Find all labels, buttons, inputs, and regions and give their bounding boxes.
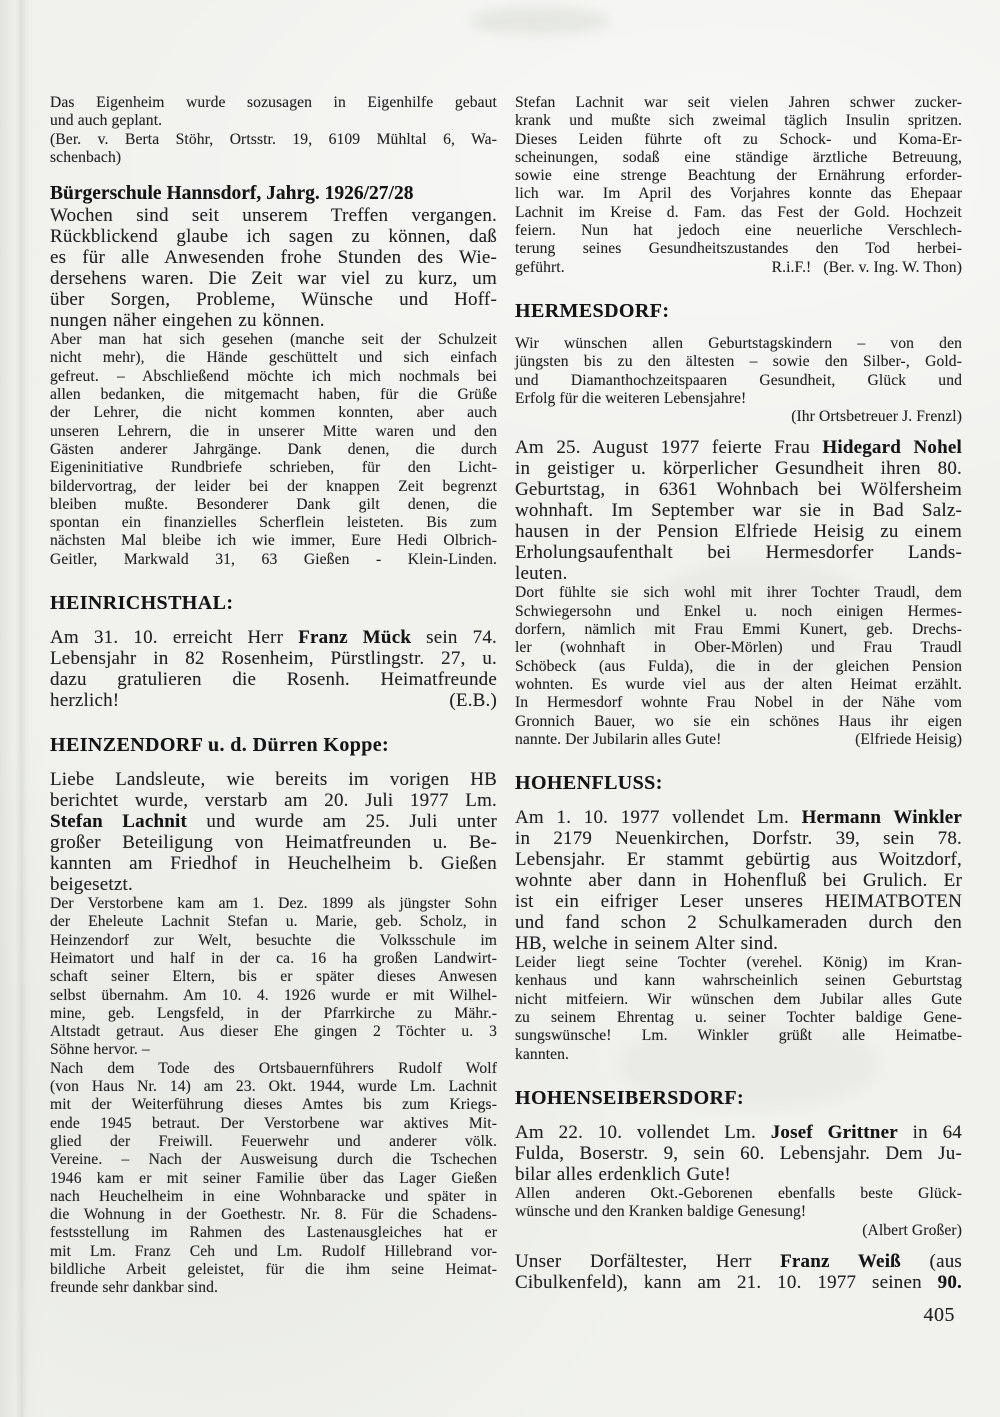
text-line: HB, welche in seinem Alter sind. <box>515 933 779 955</box>
text-line: feiern. Nun hat jedoch eine neuerliche Verschlech- <box>515 222 962 240</box>
paragraph-franz-weiss <box>515 1251 962 1293</box>
paragraph-franz-mueck <box>50 627 497 711</box>
text-line: Leider liegt seine Tochter (verehel. König) im Kran- <box>515 954 962 972</box>
paragraph-geburtstagswuensche <box>515 335 962 426</box>
text-line: freunde sehr dankbar sind. <box>50 1279 219 1297</box>
text-line: Dort fühlte sie sich wohl mit ihrer Tochter Traudl, dem <box>515 584 962 602</box>
text-line: zu seinem Ehrentag u. seiner Tochter baldige Gene- <box>515 1009 962 1027</box>
heading-heinzendorf <box>50 734 497 756</box>
text-line: der Eheleute Lachnit Stefan u. Marie, geb. Scholz, in <box>50 913 497 931</box>
text-line: selbst übernahm. Am 10. 4. 1926 wurde er mit Wilhel- <box>50 986 497 1004</box>
text-line: hausen in der Pension Elfriede Heisig zu einem <box>515 521 962 543</box>
text-line: Wochen sind seit unserem Treffen vergangen. <box>50 205 497 227</box>
text-line: Am 25. August 1977 feierte Frau Hidegard Nohel <box>515 437 962 459</box>
text-line: HEINZENDORF u. d. Dürren Koppe: <box>50 734 390 757</box>
paragraph-treffen <box>50 205 497 331</box>
text-line: scheinungen, sodaß eine ständige ärztliche Betreuung, <box>515 148 962 166</box>
paragraph-lachnit-biography <box>50 895 497 1060</box>
text-line: in 2179 Neuenkirchen, Dorfstr. 39, sein 78. <box>515 828 962 850</box>
text-line: HOHENSEIBERSDORF: <box>515 1086 745 1109</box>
text-line: Lebensjahr in 82 Rosenheim, Pürstlingstr. 27, u. <box>50 648 497 670</box>
heading-hohenfluss <box>515 772 962 794</box>
paragraph-hidegard-nohel <box>515 437 962 584</box>
paragraph-dank <box>50 331 497 569</box>
paragraph-lachnit-illness <box>515 94 962 277</box>
text-line: Geburtstag, in 6361 Wohnbach bei Wölfersheim <box>515 479 962 501</box>
paragraph-nohel-pension <box>515 584 962 749</box>
paragraph-hermann-winkler <box>515 807 962 954</box>
text-line: jüngsten bis zu den ältesten – sowie den Silber-, Gold- <box>515 353 962 371</box>
heading-hermesdorf <box>515 300 962 322</box>
text-line: krank und mußte sich zweimal täglich Insulin spritzen. <box>515 112 962 130</box>
text-line: kannten. <box>515 1045 570 1063</box>
heading-buergerschule-hannsdorf <box>50 183 497 205</box>
text-line: es für alle Anwesenden frohe Stunden des Wie- <box>50 247 497 269</box>
text-line: und auch geplant. <box>50 112 163 130</box>
heading-hohenseibersdorf <box>515 1087 962 1109</box>
text-line: Eigeninitiative Rundbriefe schrieben, für den Licht- <box>50 459 497 477</box>
text-line: mit der Weiterführung dieses Amtes bis zum Kriegs- <box>50 1096 497 1114</box>
two-column-text-area <box>50 94 962 1298</box>
text-line: (Ber. v. Berta Stöhr, Ortsstr. 19, 6109 Mühltal 6, Wa- <box>50 130 497 148</box>
text-line: dorfern, nämlich mit Frau Emmi Kunert, geb. Drechs- <box>515 621 962 639</box>
text-line: glied der Freiwill. Feuerwehr und anderer völk. <box>50 1132 497 1150</box>
text-line: kenhaus und kann wahrscheinlich seinen Geburtstag <box>515 972 962 990</box>
text-line: bleiben mußte. Besonderer Dank gilt denen, die <box>50 495 497 513</box>
text-line: wünsche und den Kranken baldige Genesung! <box>515 1203 807 1221</box>
text-line: sowie eine strenge Beachtung der Ernährung erforder- <box>515 167 962 185</box>
text-line: berichtet wurde, verstarb am 20. Juli 1977 Lm. <box>50 790 497 812</box>
text-line: Der Verstorbene kam am 1. Dez. 1899 als jüngster Sohn <box>50 895 497 913</box>
text-line: ist ein eifriger Leser unseres HEIMATBOTEN <box>515 891 962 913</box>
text-line: Vereine. – Nach der Ausweisung durch die Tschechen <box>50 1151 497 1169</box>
paragraph-josef-grittner <box>515 1122 962 1185</box>
text-line: Am 22. 10. vollendet Lm. Josef Grittner in 64 <box>515 1121 962 1143</box>
text-line: nächsten Mal bleibe ich wie immer, Eure Hedi Olbrich- <box>50 532 497 550</box>
text-line: terung seines Gesundheitszustandes den Tod herbei- <box>515 240 962 258</box>
text-line: Bürgerschule Hannsdorf, Jahrg. 1926/27/28 <box>50 183 414 205</box>
text-line: 1946 kam er mit seiner Familie über das Lager Gießen <box>50 1169 497 1187</box>
text-line: Heimatort und half in der ca. 16 ha großen Landwirt- <box>50 949 497 967</box>
text-line: beigesetzt. <box>50 874 133 896</box>
heading-heinrichsthal <box>50 592 497 614</box>
text-line: HERMESDORF: <box>515 299 670 322</box>
text-line: Lebensjahr. Er stammt gebürtig aus Woitzdorf, <box>515 849 962 871</box>
text-line: sungswünsche! Lm. Winkler grüßt alle Heimatbe- <box>515 1027 962 1045</box>
text-line: nach Heuchelheim in eine Wohnbaracke und später in <box>50 1187 497 1205</box>
text-line: In Hermesdorf wohnte Frau Nobel in der Nähe vom <box>515 694 962 712</box>
text-line: wohnte aber dann in Hohenfluß bei Grulich. Er <box>515 870 962 892</box>
text-line: nicht mehr), die Hände geschüttelt und sich einfach <box>50 349 497 367</box>
text-line: Allen anderen Okt.-Geborenen ebenfalls beste Glück- <box>515 1184 962 1202</box>
text-line: Unser Dorfältester, Herr Franz Weiß (aus <box>515 1250 962 1272</box>
text-line: schenbach) <box>50 148 122 166</box>
text-line: Schwiegersohn und Enkel u. noch einigen Hermes- <box>515 602 962 620</box>
text-line: mit Lm. Franz Ceh und Lm. Rudolf Hillebrand vor- <box>50 1242 497 1260</box>
text-line: schaft seiner Eltern, bis er später dieses Anwesen <box>50 968 497 986</box>
paragraph-winkler-tochter <box>515 954 962 1064</box>
text-line: Am 1. 10. 1977 vollendet Lm. Hermann Winkler <box>515 807 962 829</box>
text-line: Altstadt getraut. Aus dieser Ehe gingen 2 Töchter u. 3 <box>50 1023 497 1041</box>
left-column <box>50 94 497 1298</box>
paragraph-lachnit-postwar <box>50 1060 497 1298</box>
text-line: Heinzendorf zur Welt, besuchte die Volksschule im <box>50 931 497 949</box>
text-line: Liebe Landsleute, wie bereits im vorigen HB <box>50 769 497 791</box>
paragraph-stefan-lachnit-obituary <box>50 769 497 895</box>
text-line: nungen näher eingehen zu können. <box>50 310 325 332</box>
text-line: Stefan Lachnit war seit vielen Jahren schwer zucker- <box>515 94 962 111</box>
text-line: Gronnich Bauer, wo sie ein schönes Haus ihr eigen <box>515 712 962 730</box>
text-line: ler (wohnhaft in Ober-Mörlen) und Frau Traudl <box>515 639 962 657</box>
text-line: allen bedanken, die mitgemacht haben, für die Grüße <box>50 386 497 404</box>
text-line: Dieses Leiden führte oft zu Schock- und Koma-Er- <box>515 130 962 148</box>
page-number: 405 <box>923 1304 955 1326</box>
text-line: und Diamanthochzeitspaaren Gesundheit, Glück und <box>515 371 962 389</box>
text-line: bilar alles erdenklich Gute! <box>515 1163 731 1185</box>
text-line: spontan ein finanzielles Scherflein leisteten. Bis zum <box>50 514 497 532</box>
text-line: der Lehrer, die nicht kommen konnten, aber auch <box>50 404 497 422</box>
text-line: Fulda, Boserstr. 9, sein 60. Lebensjahr. Dem Ju- <box>515 1142 962 1164</box>
text-line: bildervortrag, der leider bei der knappen Zeit begrenzt <box>50 477 497 495</box>
text-line: Nach dem Tode des Ortsbauernführers Rudolf Wolf <box>50 1059 497 1077</box>
text-line: großer Beteiligung von Heimatfreunden u. Be- <box>50 832 497 854</box>
text-line: Aber man hat sich gesehen (manche seit der Schulzeit <box>50 331 497 349</box>
text-line: mine, geb. Lengsfeld, in der Pfarrkirche zu Mähr.- <box>50 1004 497 1022</box>
text-line: herzlich! (E.B.) <box>50 690 497 712</box>
text-line: Rückblickend glaube ich sagen zu können, daß <box>50 226 497 248</box>
text-line: geführt. R.i.F.! (Ber. v. Ing. W. Thon) <box>515 258 962 276</box>
text-line: nicht mitfeiern. Wir wünschen dem Jubilar alles Gute <box>515 990 962 1008</box>
text-line: Lachnit im Kreise d. Fam. das Fest der Gold. Hochzeit <box>515 203 962 221</box>
right-column <box>515 94 962 1298</box>
text-line: leuten. <box>515 563 568 585</box>
text-line: unseren Lehrern, die in unserer Mitte waren und den <box>50 422 497 440</box>
text-line: gefreut. – Abschließend möchte ich mich nochmals bei <box>50 367 497 385</box>
text-line: und fand schon 2 Schulkameraden durch den <box>515 912 962 934</box>
text-line: dersehens waren. Die Zeit war viel zu kurz, um <box>50 268 497 290</box>
text-line: Das Eigenheim wurde sozusagen in Eigenhilfe gebaut <box>50 94 497 111</box>
text-line: HOHENFLUSS: <box>515 772 663 795</box>
binding-crease-artifact <box>16 0 30 1417</box>
text-line: lich war. Im April des Vorjahres konnte das Ehepaar <box>515 185 962 203</box>
text-line: wohnten. Es wurde viel aus der alten Heimat erzählt. <box>515 675 962 693</box>
text-line: Erholungsaufenthalt bei Hermesdorfer Lands- <box>515 542 962 564</box>
text-line: festsstellung im Rahmen des Lastenausgleiches hat er <box>50 1224 497 1242</box>
text-line: Geitler, Markwald 31, 63 Gießen - Klein-Linden. <box>50 550 497 568</box>
text-line: dazu gratulieren die Rosenh. Heimatfreunde <box>50 669 497 691</box>
text-line: ende 1945 betraut. Der Verstorbene war aktives Mit- <box>50 1114 497 1132</box>
text-line: die Wohnung in der Goethestr. Nr. 8. Für die Schadens- <box>50 1206 497 1224</box>
text-line: (Ihr Ortsbetreuer J. Frenzl) <box>791 408 962 426</box>
scan-artifact <box>470 8 610 34</box>
text-line: Stefan Lachnit und wurde am 25. Juli unter <box>50 811 497 833</box>
text-line: HEINRICHSTHAL: <box>50 592 234 615</box>
text-line: Söhne hervor. – <box>50 1041 150 1059</box>
text-line: Gästen anderer Jahrgänge. Dank denen, die durch <box>50 440 497 458</box>
text-line: Cibulkenfeld), kann am 21. 10. 1977 seinen 90. <box>515 1271 962 1293</box>
text-line: Am 31. 10. erreicht Herr Franz Mück sein 74. <box>50 627 498 649</box>
text-line: (von Haus Nr. 14) am 23. Okt. 1944, wurde Lm. Lachnit <box>50 1078 497 1096</box>
text-line: (Albert Großer) <box>862 1221 962 1239</box>
text-line: nannte. Der Jubilarin alles Gute! (Elfriede Heisig) <box>515 730 962 748</box>
note-eigenheim <box>50 94 497 167</box>
text-line: über Sorgen, Probleme, Wünsche und Hoff- <box>50 289 497 311</box>
text-line: kannten am Friedhof in Heuchelheim b. Gießen <box>50 853 497 875</box>
text-line: Wir wünschen allen Geburtstagskindern – von den <box>515 334 962 352</box>
paragraph-oktober-geborene <box>515 1185 962 1240</box>
text-line: bildliche Arbeit geleistet, für die ihm seine Heimat- <box>50 1260 497 1278</box>
text-line: in geistiger u. körperlicher Gesundheit ihren 80. <box>515 458 962 480</box>
text-line: wohnhaft. Im September war sie in Bad Salz- <box>515 500 962 522</box>
text-line: Schöbeck (aus Fulda), die in der gleichen Pension <box>515 657 962 675</box>
text-line: Erfolg für die weiteren Lebensjahre! <box>515 389 747 407</box>
